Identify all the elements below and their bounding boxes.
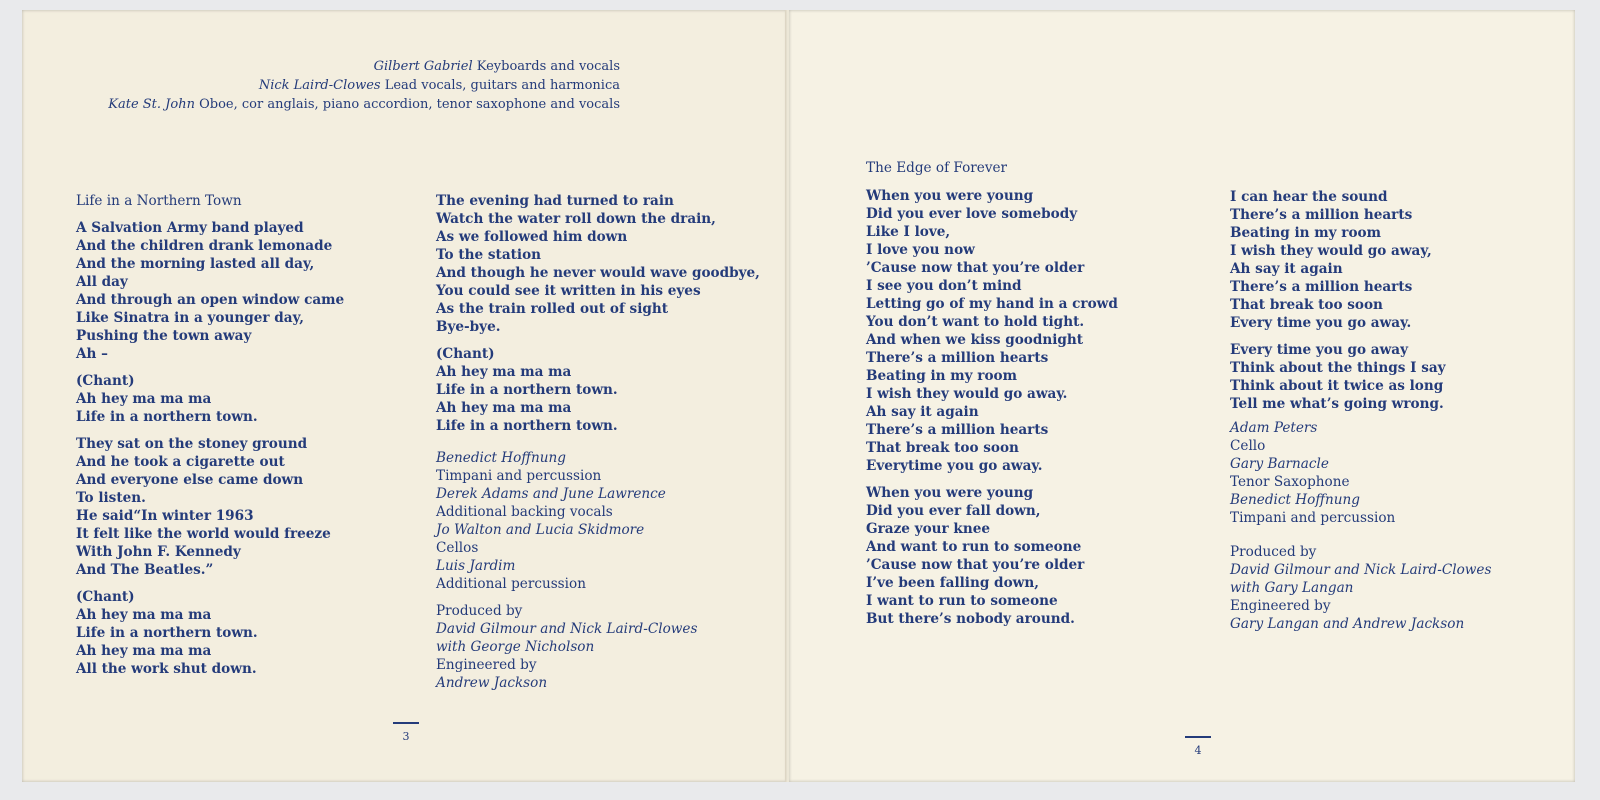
lyrics-column — [1230, 188, 1446, 413]
stanza-break — [76, 363, 344, 372]
lyric-line: Think about it twice as long — [1230, 378, 1444, 394]
lyric-line: Pushing the town away — [76, 328, 252, 344]
lyric-line: All the work shut down. — [76, 661, 257, 677]
lyric-line: And he took a cigarette out — [76, 454, 285, 470]
personnel-credits — [436, 449, 666, 593]
lyric-line: Life in a northern town. — [76, 409, 258, 425]
lyric-line: I wish they would go away, — [1230, 243, 1432, 259]
lyric-line: Think about the things I say — [1230, 360, 1446, 376]
credit-line: Produced by — [436, 603, 523, 619]
lyric-line: There’s a million hearts — [866, 350, 1049, 366]
lyric-line: But there’s nobody around. — [866, 611, 1075, 627]
credit-line: with Gary Langan — [1230, 580, 1354, 596]
lyric-line: Like I love, — [866, 224, 951, 240]
lyric-line: Ah – — [76, 346, 108, 362]
credit-line: Additional percussion — [436, 576, 586, 592]
lyric-line: It felt like the world would freeze — [76, 526, 331, 542]
lyric-line: And the children drank lemonade — [76, 238, 333, 254]
credit-line: Cellos — [436, 540, 479, 556]
credit-line: Benedict Hoffnung — [1230, 492, 1360, 508]
credit-line: Gary Barnacle — [1230, 456, 1329, 472]
lyric-line: When you were young — [866, 485, 1034, 501]
page-number — [391, 722, 421, 743]
lyric-line: You could see it written in his eyes — [436, 283, 701, 299]
lyric-line: As we followed him down — [436, 229, 628, 245]
lyric-line: (Chant) — [76, 589, 135, 605]
band-credits — [108, 57, 620, 114]
lyric-line: As the train rolled out of sight — [436, 301, 669, 317]
lyric-line: And through an open window came — [76, 292, 345, 308]
lyric-line: To the station — [436, 247, 542, 263]
page-number-text: 4 — [1194, 744, 1202, 757]
lyric-line: And The Beatles.” — [76, 562, 214, 578]
lyric-line: Life in a northern town. — [436, 382, 618, 398]
lyric-line: Bye-bye. — [436, 319, 501, 335]
lyric-line: When you were young — [866, 188, 1034, 204]
lyric-line: Life in a northern town. — [76, 625, 258, 641]
credit-line: Jo Walton and Lucia Skidmore — [436, 522, 645, 538]
page-number-text: 3 — [402, 730, 410, 743]
lyric-line: And when we kiss goodnight — [866, 332, 1084, 348]
lyrics-column — [866, 187, 1118, 628]
page-number-rule — [1185, 736, 1211, 738]
lyric-line: I love you now — [866, 242, 975, 258]
credit-line: Andrew Jackson — [436, 675, 548, 691]
production-credits — [1230, 543, 1491, 633]
credit-line: Derek Adams and June Lawrence — [436, 486, 666, 502]
credit-line: Nick Laird-Clowes Lead vocals, guitars and harmonica — [258, 78, 620, 93]
lyric-line: (Chant) — [436, 346, 495, 362]
lyric-line: The evening had turned to rain — [436, 193, 674, 209]
lyric-line: You don’t want to hold tight. — [866, 314, 1085, 330]
lyric-line: I wish they would go away. — [866, 386, 1068, 402]
lyric-line: ’Cause now that you’re older — [866, 557, 1085, 573]
stanza-break — [436, 336, 760, 345]
lyric-line: And the morning lasted all day, — [76, 256, 315, 272]
lyric-line: There’s a million hearts — [1230, 207, 1413, 223]
lyric-line: Beating in my room — [1230, 225, 1381, 241]
song-title: The Edge of Forever — [866, 160, 1008, 176]
stanza-break — [866, 475, 1118, 484]
lyric-line: He said“In winter 1963 — [76, 508, 254, 524]
lyric-line: Ah say it again — [866, 404, 979, 420]
credit-line: Engineered by — [1230, 598, 1331, 614]
credit-line: Tenor Saxophone — [1230, 474, 1350, 490]
lyric-line: A Salvation Army band played — [76, 220, 304, 236]
credit-line: Additional backing vocals — [436, 504, 613, 520]
credit-line: Benedict Hoffnung — [436, 450, 566, 466]
stanza-break — [76, 579, 344, 588]
credit-line: David Gilmour and Nick Laird-Clowes — [1230, 562, 1492, 578]
lyrics-column — [76, 219, 344, 678]
lyric-line: Watch the water roll down the drain, — [436, 211, 716, 227]
lyric-line: They sat on the stoney ground — [76, 436, 308, 452]
credit-line: Produced by — [1230, 544, 1317, 560]
lyric-line: Life in a northern town. — [436, 418, 618, 434]
production-credits — [436, 602, 697, 692]
lyric-line: To listen. — [76, 490, 146, 506]
lyric-line: There’s a million hearts — [866, 422, 1049, 438]
lyric-line: And everyone else came down — [76, 472, 304, 488]
lyric-line: Ah hey ma ma ma — [76, 391, 212, 407]
lyric-line: And though he never would wave goodbye, — [436, 265, 760, 281]
lyric-line: Every time you go away — [1230, 342, 1409, 358]
lyric-line: Ah hey ma ma ma — [76, 643, 212, 659]
lyric-line: All day — [76, 274, 128, 290]
credit-line: Engineered by — [436, 657, 537, 673]
lyric-line: Ah hey ma ma ma — [76, 607, 212, 623]
lyric-line: That break too soon — [866, 440, 1019, 456]
credit-line: Gary Langan and Andrew Jackson — [1230, 616, 1465, 632]
lyric-line: ’Cause now that you’re older — [866, 260, 1085, 276]
personnel-credits — [1230, 419, 1395, 527]
stanza-break — [76, 426, 344, 435]
credit-line: with George Nicholson — [436, 639, 595, 655]
credit-line: Timpani and percussion — [436, 468, 602, 484]
lyric-line: Ah say it again — [1230, 261, 1343, 277]
lyric-line: There’s a million hearts — [1230, 279, 1413, 295]
credit-line: Gilbert Gabriel Keyboards and vocals — [373, 59, 620, 74]
credit-line: Cello — [1230, 438, 1266, 454]
credit-line: Timpani and percussion — [1230, 510, 1396, 526]
lyric-line: Everytime you go away. — [866, 458, 1043, 474]
lyric-line: Did you ever fall down, — [866, 503, 1041, 519]
page-number-rule — [393, 722, 419, 724]
lyric-line: Every time you go away. — [1230, 315, 1412, 331]
stanza-break — [1230, 332, 1446, 341]
credit-line: Luis Jardim — [436, 558, 516, 574]
lyric-line: I want to run to someone — [866, 593, 1058, 609]
lyric-line: I see you don’t mind — [866, 278, 1022, 294]
lyric-line: Tell me what’s going wrong. — [1230, 396, 1444, 412]
lyric-line: With John F. Kennedy — [76, 544, 241, 560]
credit-line: Kate St. John Oboe, cor anglais, piano accordion, tenor saxophone and vocals — [108, 97, 620, 112]
lyric-line: Graze your knee — [866, 521, 991, 537]
lyric-line: (Chant) — [76, 373, 135, 389]
lyrics-column — [436, 192, 760, 435]
lyric-line: Beating in my room — [866, 368, 1017, 384]
lyric-line: Ah hey ma ma ma — [436, 364, 572, 380]
lyric-line: Like Sinatra in a younger day, — [76, 310, 304, 326]
lyric-line: That break too soon — [1230, 297, 1383, 313]
lyric-line: Did you ever love somebody — [866, 206, 1078, 222]
lyric-line: And want to run to someone — [866, 539, 1082, 555]
lyric-line: Letting go of my hand in a crowd — [866, 296, 1118, 312]
credit-line: David Gilmour and Nick Laird-Clowes — [436, 621, 698, 637]
page-number — [1183, 736, 1213, 757]
lyric-line: Ah hey ma ma ma — [436, 400, 572, 416]
lyric-line: I’ve been falling down, — [866, 575, 1039, 591]
song-title: Life in a Northern Town — [76, 193, 242, 209]
credit-line: Adam Peters — [1230, 420, 1318, 436]
lyric-line: I can hear the sound — [1230, 189, 1388, 205]
